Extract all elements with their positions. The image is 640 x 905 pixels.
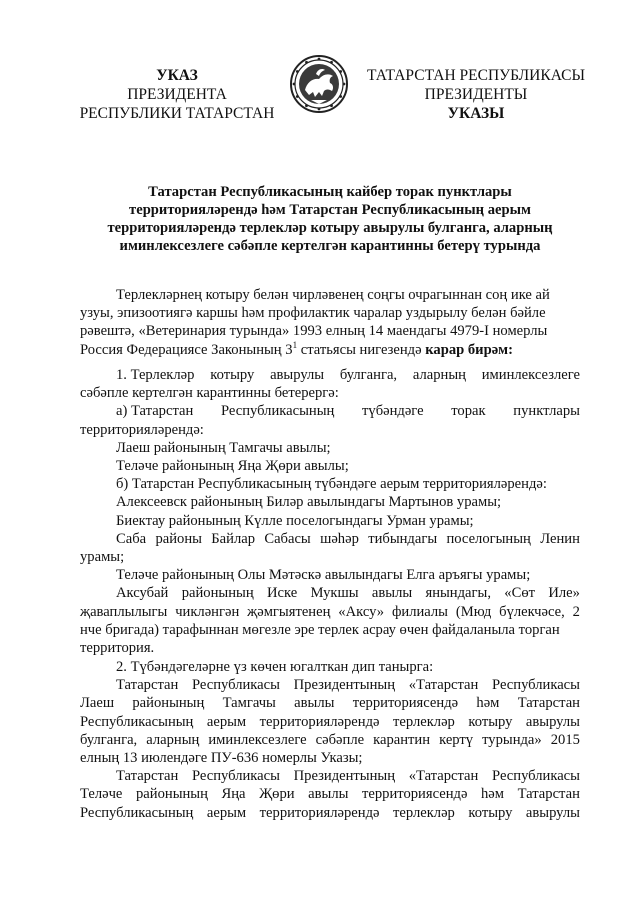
word: филиалы	[391, 603, 448, 620]
word: «Татарстан	[408, 768, 479, 785]
word: авырулы	[270, 367, 325, 383]
clause-1	[80, 366, 580, 657]
word: Яңа	[221, 786, 246, 803]
word: Аксубай	[116, 585, 169, 602]
word: һәм	[481, 786, 505, 803]
word: 2015	[550, 731, 580, 748]
word: Республикасының	[80, 804, 194, 821]
word: Республикасы	[192, 768, 280, 785]
text-line	[80, 676, 580, 694]
word: котыру	[468, 804, 513, 821]
word: һәм	[476, 695, 500, 712]
text-line	[80, 694, 580, 712]
header-right-line1: ТАТАРСТАН РЕСПУБЛИКАСЫ	[367, 67, 585, 84]
word: Тамгачы	[222, 695, 276, 712]
text-line	[80, 530, 580, 548]
text-line	[80, 804, 580, 822]
header-left-line2: ПРЕЗИДЕНТА	[127, 86, 227, 103]
word: булганга,	[339, 367, 398, 383]
word: авылы	[294, 695, 335, 712]
word: поселогының	[446, 530, 531, 547]
word: чикләнгән	[175, 603, 240, 620]
word: иминлексезлеге	[208, 731, 307, 748]
word: аерым	[206, 713, 247, 730]
header-right-line2: ПРЕЗИДЕНТЫ	[424, 86, 528, 103]
word: Татарстан	[116, 768, 179, 785]
word: Республикасы	[492, 768, 580, 785]
word: шәһәр	[320, 530, 359, 547]
text-fragment: Россия Федерациясе Законының 3	[80, 341, 293, 358]
title-line: территорияләрендә һәм Татарстан Республикасының аерым	[129, 202, 531, 218]
word: районының	[136, 786, 208, 803]
text-line: Терлекләрнең котыру белән чирләвенең соңгы очрагыннан соң ике ай	[116, 287, 550, 303]
word: Республикасының	[80, 713, 194, 730]
word: территориясендә	[362, 786, 468, 803]
text-line: Теләче районының Олы Мәтәскә авылындагы Елга аръягы урамы;	[116, 567, 531, 584]
word: Сабасы	[264, 530, 311, 547]
word: авырулы	[525, 804, 580, 821]
word: районының	[132, 695, 205, 712]
word: территорияләрендә	[259, 713, 380, 730]
word: Республикасының	[220, 403, 335, 420]
word: авырулы	[525, 713, 580, 730]
word: Татарстан	[517, 786, 580, 803]
word: сәбәпле	[315, 731, 365, 748]
word: авылы	[308, 786, 349, 803]
word: Җөри	[259, 786, 295, 803]
word: бүлекчәсе,	[499, 603, 565, 620]
word: Республикасы	[492, 677, 580, 694]
word: котыру	[468, 713, 513, 730]
word: җаваплылыгы	[80, 603, 168, 620]
header-right-line3: УКАЗЫ	[447, 105, 505, 122]
text-line: нче бригада) тарафыннан мөгезле эре терлек асрау өчен файдаланыла торган	[80, 621, 560, 638]
word: Байлар	[211, 530, 256, 547]
header-right-tatar	[362, 66, 590, 123]
word: территориясендә	[352, 695, 459, 712]
word: булганга,	[80, 731, 138, 748]
header-left-line1: УКАЗ	[156, 67, 198, 84]
word: турында»	[482, 731, 542, 748]
word: аерым	[206, 804, 247, 821]
text-line	[80, 713, 580, 731]
word: Теләче	[80, 786, 123, 803]
word: янындагы,	[425, 585, 491, 602]
title-line: территорияләрендә терлекләр котыру авырулы булганга, аларның	[107, 220, 553, 236]
text-line	[80, 785, 580, 803]
word: «Сөт	[504, 585, 536, 602]
word: территорияләрендә	[259, 804, 380, 821]
text-line: Алексеевск районының Билəр авылындагы Мартынов урамы;	[116, 494, 502, 511]
header-left-russian	[72, 66, 282, 123]
word: 2	[572, 603, 580, 620]
word: Иске	[266, 585, 298, 602]
text-line: 2. Түбәндәгеләрне үз көчен югалткан дип танырга:	[116, 659, 434, 675]
word: иминлексезлеге	[481, 367, 580, 383]
text-line	[80, 366, 580, 384]
text-line: сәбәпле кертелгән карантинны бетерергә:	[80, 385, 339, 402]
word: (Мюд	[455, 603, 492, 620]
word: түбәндәге	[362, 403, 424, 420]
word: 1. Терлекләр	[116, 367, 195, 383]
word: Ленин	[540, 530, 580, 547]
word: Татарстан	[116, 677, 179, 694]
text-line: Биектау районының Күлле поселогындагы Урман урамы;	[116, 512, 474, 529]
word: җәмгыятенең	[247, 603, 331, 620]
text-line	[80, 767, 580, 785]
superscript: 1	[292, 339, 298, 350]
word: Татарстан	[517, 695, 580, 712]
word: Республикасы	[192, 677, 280, 694]
text-line: б) Татарстан Республикасының түбәндәге аерым территорияләрендә:	[116, 476, 547, 493]
preamble-paragraph	[80, 286, 580, 359]
text-line	[80, 341, 580, 359]
text-line: урамы;	[80, 549, 125, 566]
word: кертү	[439, 731, 474, 748]
word: районы	[155, 530, 202, 547]
text-line	[80, 402, 580, 420]
word: торак	[451, 403, 486, 420]
word: аларның	[412, 367, 466, 383]
word: районының	[181, 585, 254, 602]
text-line: узуы, эпизоотиягә каршы һәм профилактик чаралар уздырылу белән бәйле	[80, 305, 546, 322]
word: пунктлары	[513, 403, 580, 420]
text-line: территория.	[80, 640, 155, 657]
text-line: Лаеш районының Тамгачы авылы;	[116, 439, 331, 456]
text-line: Теләче районының Яңа Җөри авылы;	[116, 458, 349, 475]
decree-title	[95, 183, 565, 255]
word: Иле»	[548, 585, 580, 602]
word: «Татарстан	[408, 677, 479, 694]
text-line: территорияләрендә:	[80, 421, 204, 438]
text-fragment: статьясы нигезендә	[297, 341, 426, 358]
text-line	[80, 603, 580, 621]
word: терлекләр	[392, 713, 455, 730]
title-line: иминлексезлеге сәбәпле кертелгән карантинны бетерү турында	[119, 238, 541, 254]
word: карантин	[373, 731, 431, 748]
text-line	[80, 731, 580, 749]
word: Президентының	[293, 768, 396, 785]
header-left-line3: РЕСПУБЛИКИ ТАТАРСТАН	[79, 105, 275, 122]
text-line: рәвештә, «Ветеринария турында» 1993 елның 14 маендагы 4979-I номерлы	[80, 323, 548, 340]
decision-phrase: карар бирәм:	[425, 341, 513, 358]
word: а) Татарстан	[116, 403, 194, 420]
word: тибындагы	[368, 530, 438, 547]
clause-2	[80, 658, 580, 822]
word: аларның	[146, 731, 200, 748]
word: терлекләр	[392, 804, 455, 821]
text-line	[80, 584, 580, 602]
word: «Аксу»	[338, 603, 385, 620]
text-line: елның 13 июлендәге ПУ-636 номерлы Указы;	[80, 750, 363, 767]
word: Лаеш	[80, 695, 115, 712]
word: Саба	[116, 530, 147, 547]
title-line: Татарстан Республикасының кайбер торак пунктлары	[148, 184, 512, 200]
word: авылы	[371, 585, 413, 602]
word: Мукшы	[310, 585, 359, 602]
tatarstan-coat-of-arms-icon	[289, 54, 349, 114]
word: котыру	[210, 367, 255, 383]
word: Президентының	[293, 677, 396, 694]
